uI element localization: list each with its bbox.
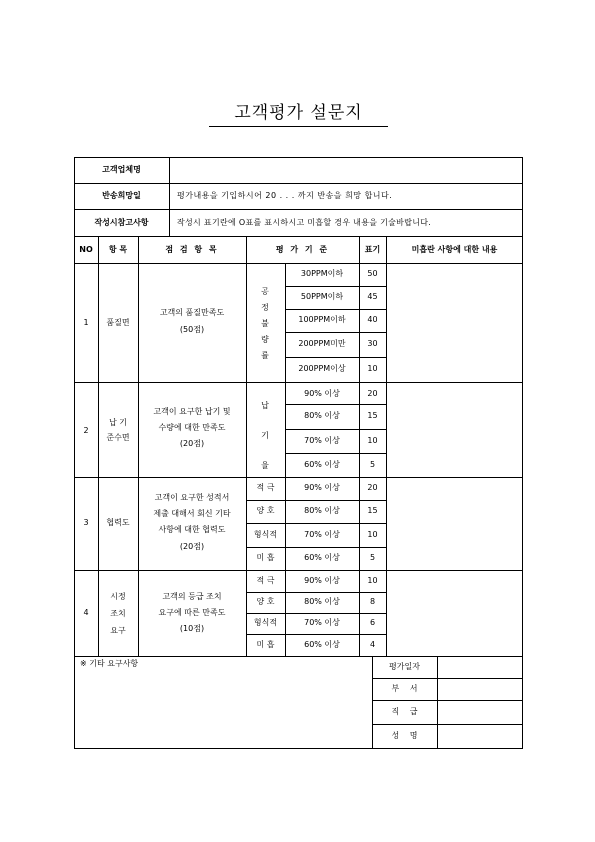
- department-field[interactable]: [438, 679, 522, 700]
- note-label: 작성시참고사항: [94, 218, 149, 227]
- check-item-line: 고객의 등급 조치: [162, 592, 222, 601]
- check-item-line: 요구에 따른 만족도: [158, 608, 226, 617]
- sub-level-cell: 미 흡: [256, 553, 275, 562]
- sub-level-cell: 적 극: [256, 483, 275, 492]
- score-cell: 10: [367, 436, 378, 445]
- score-cell: 10: [367, 530, 378, 539]
- eval-date-field[interactable]: [438, 657, 522, 678]
- score-cell: 20: [367, 389, 378, 398]
- check-item-line: 제출 대해서 회신 기타: [153, 509, 231, 518]
- section-item: 요구: [110, 626, 126, 635]
- criteria-cell: 80% 이상: [304, 411, 340, 420]
- section-item: 조치: [110, 609, 126, 618]
- criteria-cell: 70% 이상: [304, 618, 340, 627]
- score-cell: 5: [369, 553, 376, 562]
- criteria-cell: 60% 이상: [304, 460, 340, 469]
- group-label: 납기율: [261, 401, 269, 470]
- check-item-line: 고객이 요구한 성적서: [154, 493, 230, 502]
- check-item-line: 수량에 대한 만족도: [158, 423, 226, 432]
- company-label: 고객업체명: [102, 165, 141, 174]
- section-no: 2: [83, 426, 89, 435]
- other-requests-label: ※ 기타 요구사항: [80, 659, 139, 668]
- score-cell: 20: [367, 483, 378, 492]
- section-no: 3: [83, 518, 89, 527]
- check-item-points: (20점): [179, 542, 205, 551]
- criteria-cell: 50PPM이하: [300, 292, 344, 301]
- sub-level-cell: 양 호: [256, 597, 275, 606]
- check-item-line: 사항에 대한 협력도: [158, 525, 226, 534]
- criteria-cell: 80% 이상: [304, 597, 340, 606]
- criteria-cell: 60% 이상: [304, 553, 340, 562]
- criteria-cell: 200PPM이상: [298, 364, 346, 373]
- sub-level-cell: 양 호: [256, 506, 275, 515]
- section-item: 납 기: [109, 418, 127, 427]
- header-no: NO: [79, 245, 93, 254]
- score-cell: 10: [367, 576, 378, 585]
- score-cell: 5: [369, 460, 376, 469]
- section-no: 4: [83, 608, 89, 617]
- return-date-label: 반송희망일: [102, 191, 141, 200]
- score-cell: 8: [369, 597, 376, 606]
- score-cell: 15: [367, 506, 378, 515]
- section-item: 준수면: [106, 433, 130, 442]
- sub-level-cell: 형식적: [253, 530, 278, 539]
- score-cell: 15: [367, 411, 378, 420]
- position-label: 직 급: [391, 707, 418, 716]
- score-cell: 4: [369, 640, 376, 649]
- header-item: 항 목: [108, 245, 128, 254]
- note-text: 작성시 표기란에 O표를 표시하시고 미흡할 경우 내용을 기술바랍니다.: [177, 218, 432, 227]
- position-field[interactable]: [438, 701, 522, 724]
- score-cell: 6: [369, 618, 376, 627]
- score-cell: 30: [367, 339, 378, 348]
- eval-date-label: 평가일자: [389, 662, 420, 671]
- sub-level-cell: 적 극: [256, 576, 275, 585]
- check-item-line: 고객의 품질만족도: [159, 308, 225, 317]
- criteria-cell: 90% 이상: [304, 576, 340, 585]
- header-check: 점 검 항 목: [165, 245, 219, 254]
- criteria-cell: 70% 이상: [304, 530, 340, 539]
- header-remark: 미흡란 사항에 대한 내용: [411, 245, 498, 254]
- criteria-cell: 30PPM이하: [300, 269, 344, 278]
- company-field[interactable]: [172, 160, 520, 180]
- check-item-points: (50점): [179, 325, 205, 334]
- return-date-text: 평가내용을 기입하시어 20 . . . 까지 반송을 희망 합니다.: [177, 191, 393, 200]
- department-label: 부 서: [391, 684, 418, 693]
- score-cell: 10: [367, 364, 378, 373]
- header-mark: 표기: [364, 245, 381, 254]
- check-item-line: 고객이 요구한 납기 및: [153, 407, 231, 416]
- page-title: 고객평가 설문지: [209, 100, 388, 127]
- section-no: 1: [83, 318, 89, 327]
- sub-level-cell: 미 흡: [256, 640, 275, 649]
- group-label: 공정불량률: [261, 287, 269, 360]
- check-item-points: (20점): [179, 439, 205, 448]
- criteria-cell: 90% 이상: [304, 389, 340, 398]
- name-label: 성 명: [391, 731, 418, 740]
- criteria-cell: 200PPM미만: [298, 339, 346, 348]
- score-cell: 45: [367, 292, 378, 301]
- section-item: 품질면: [106, 318, 130, 327]
- section-item: 협력도: [106, 518, 130, 527]
- criteria-cell: 70% 이상: [304, 436, 340, 445]
- check-item-points: (10점): [179, 624, 205, 633]
- criteria-cell: 60% 이상: [304, 640, 340, 649]
- score-cell: 40: [367, 315, 378, 324]
- name-field[interactable]: [438, 725, 522, 748]
- section-item: 시정: [110, 592, 126, 601]
- criteria-cell: 80% 이상: [304, 506, 340, 515]
- criteria-cell: 100PPM이하: [298, 315, 346, 324]
- score-cell: 50: [367, 269, 378, 278]
- sub-level-cell: 형식적: [253, 618, 278, 627]
- header-criteria: 평 가 기 준: [275, 245, 330, 254]
- criteria-cell: 90% 이상: [304, 483, 340, 492]
